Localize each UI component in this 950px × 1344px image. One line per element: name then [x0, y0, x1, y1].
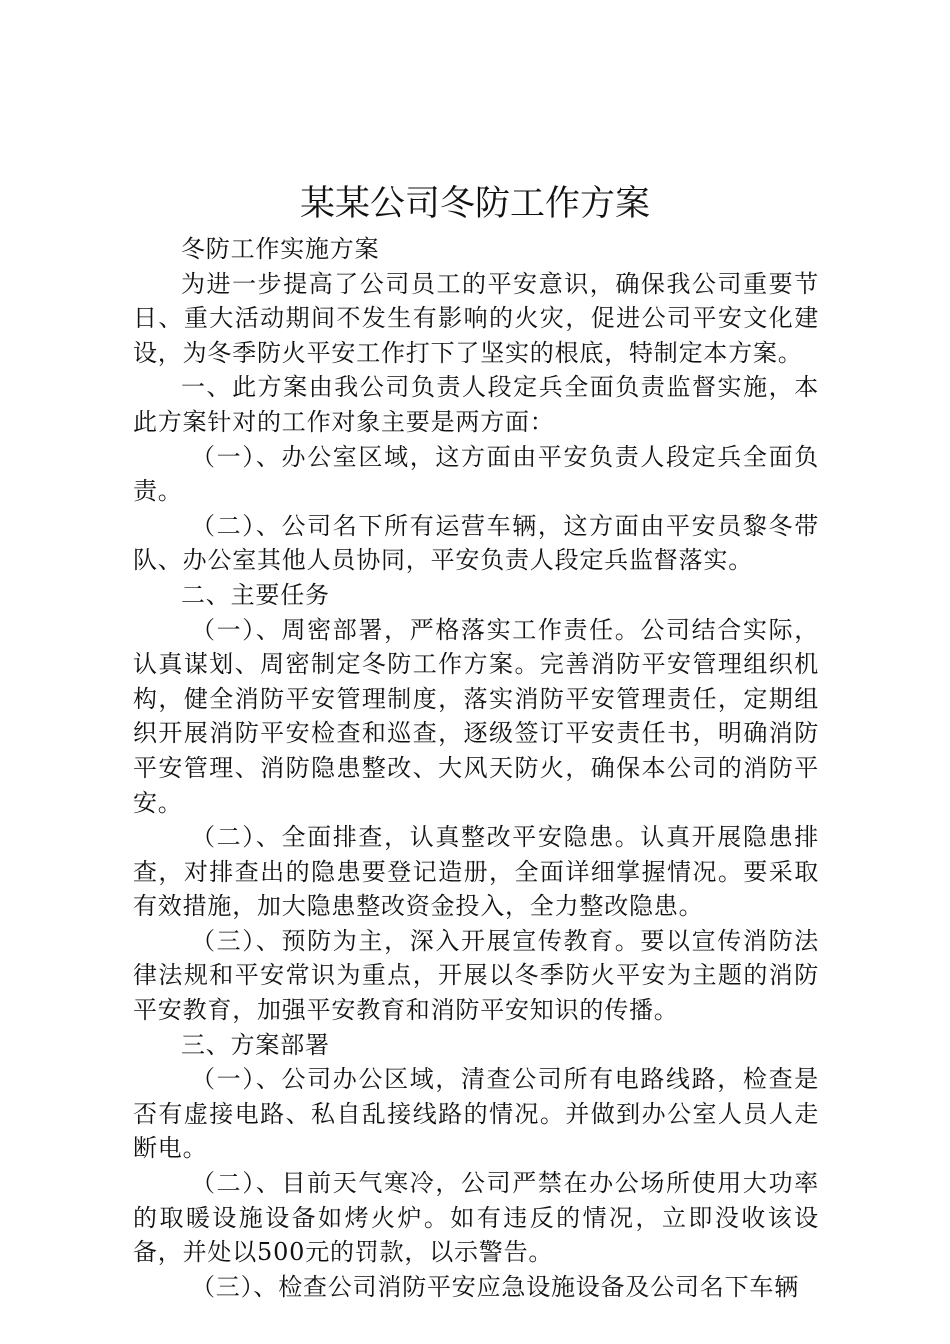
document-body	[133, 232, 819, 1304]
section-heading: 三、方案部署	[181, 1030, 330, 1059]
paragraph: （一）、办公室区域，这方面由平安负责人段定兵全面负责。	[133, 442, 819, 506]
paragraph: 一、此方案由我公司负责人段定兵全面负责监督实施，本此方案针对的工作对象主要是两方面：	[133, 373, 819, 436]
paragraph: （二）、目前天气寒冷，公司严禁在办公场所使用大功率的取暖设施设备如烤火炉。如有违反的情况，立即没收该设备，并处以500元的罚款，以示警告。	[133, 1169, 819, 1267]
paragraph: （三）、预防为主，深入开展宣传教育。要以宣传消防法律法规和平安常识为重点，开展以冬季防火平安为主题的消防平安教育，加强平安教育和消防平安知识的传播。	[133, 926, 819, 1025]
paragraph: 冬防工作实施方案	[181, 235, 380, 263]
document-title: 某某公司冬防工作方案	[299, 184, 650, 224]
paragraph: （三）、检查公司消防平安应急设施设备及公司名下车辆	[191, 1272, 799, 1301]
paragraph: （二）、全面排查，认真整改平安隐患。认真开展隐患排查，对排查出的隐患要登记造册，全面详细掌握情况。要采取有效措施，加大隐患整改资金投入，全力整改隐患。	[133, 823, 819, 921]
paragraph: 为进一步提高了公司员工的平安意识，确保我公司重要节日、重大活动期间不发生有影响的火灾，促进公司平安文化建设，为冬季防火平安工作打下了坚实的根底，特制定本方案。	[133, 269, 819, 367]
paragraph: （一）、周密部署，严格落实工作责任。公司结合实际，认真谋划、周密制定冬防工作方案。完善消防平安管理组织机构，健全消防平安管理制度，落实消防平安管理责任，定期组织开展消防平安检查和巡查，逐级签订平安责任书，明确消防平安管理、消防隐患整改、大风天防火，确保本公司的消防平安。	[133, 615, 819, 817]
paragraph: （一）、公司办公区域，清查公司所有电路线路，检查是否有虚接电路、私自乱接线路的情况。并做到办公室人员人走断电。	[133, 1065, 819, 1163]
paragraph: （二）、公司名下所有运营车辆，这方面由平安员黎冬带队、办公室其他人员协同，平安负责人段定兵监督落实。	[133, 511, 819, 575]
section-heading: 二、主要任务	[181, 580, 330, 609]
